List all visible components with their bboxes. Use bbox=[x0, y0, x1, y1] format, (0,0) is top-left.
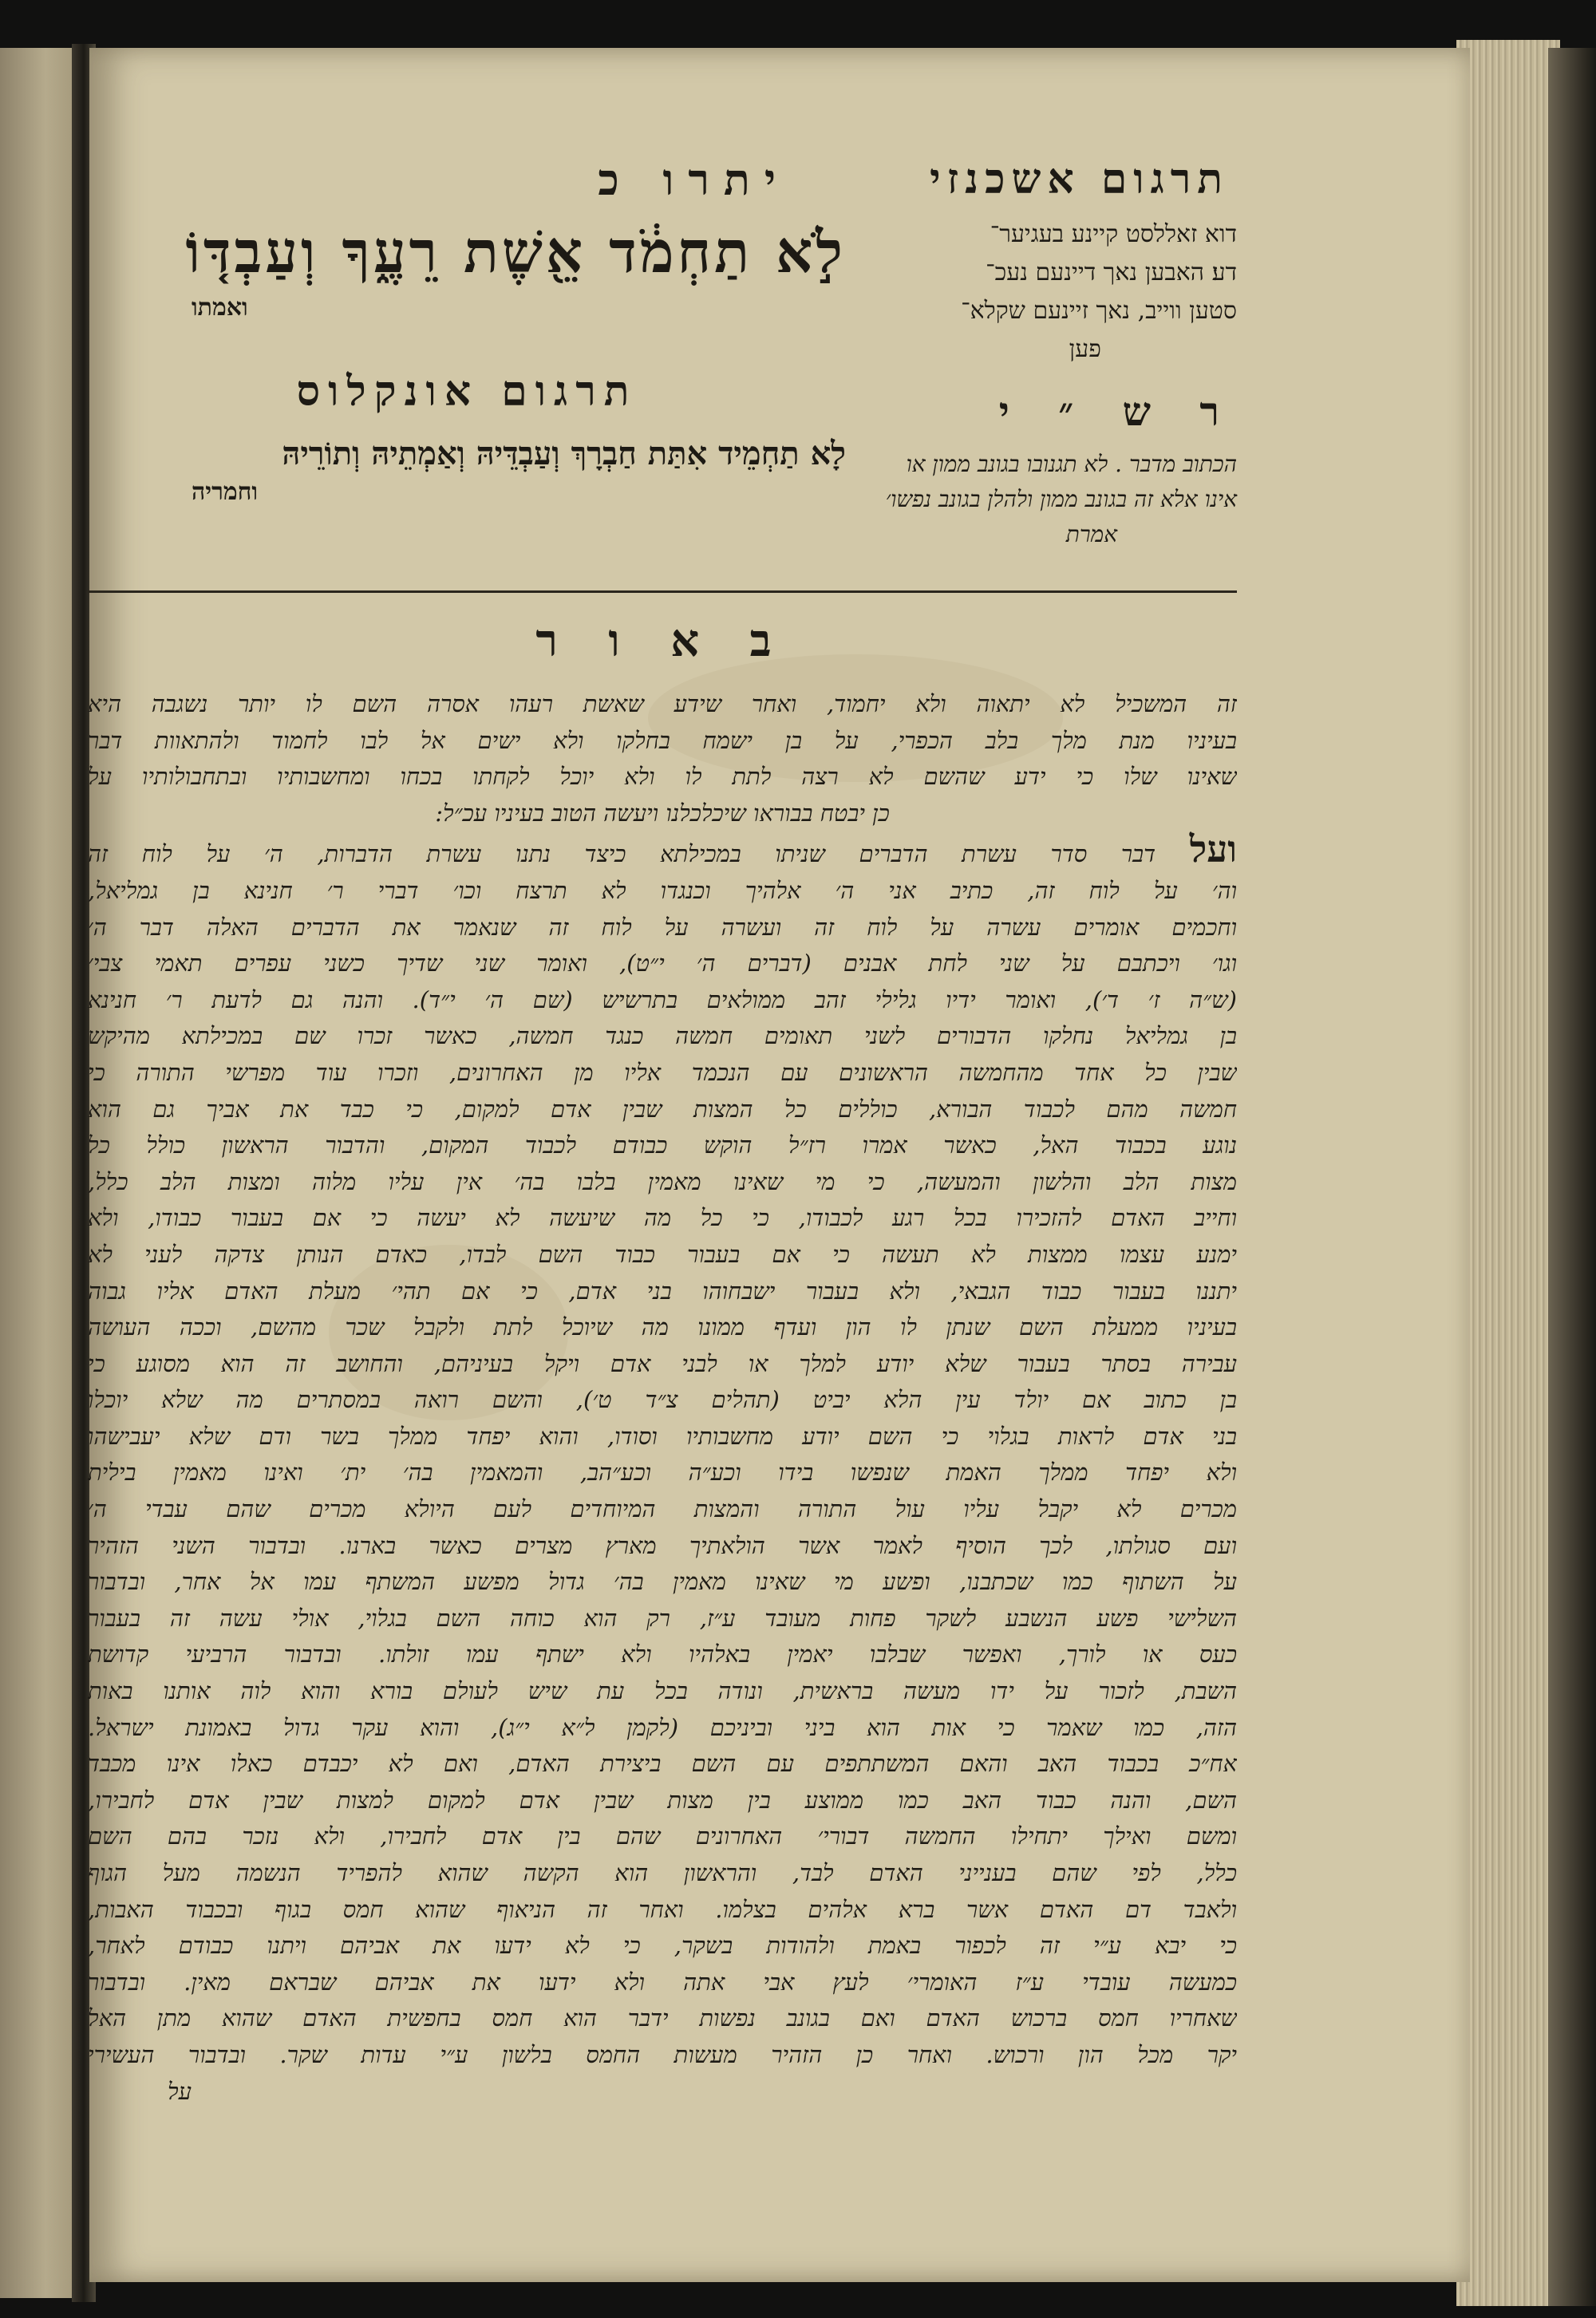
biur-line: הזה, כמו שאמר כי אות הוא ביני וביניכם (לקמן ל״א י״ג), והוא עקר גדול באמונת ישראל. bbox=[88, 1713, 1237, 1741]
yiddish-line: דע׃ האבען נאך דיינעם נעכ־ bbox=[986, 259, 1237, 286]
biur-line: כמעשה עובדי ע״ז האומרי׳ לעץ אבי אתה ולא ידעו את אביהם שבראם מאין. ובדבור bbox=[88, 1968, 1237, 1996]
biur-line-lead bbox=[88, 831, 1237, 873]
biur-title: ב א ו ר bbox=[535, 614, 789, 667]
yiddish-line: דוא זאללסט קיינע בעגיער־ bbox=[990, 220, 1237, 248]
biur-line: על השתוף כמו שכתבנו, ופשע מי שאינו מאמין בה׳ גדול מפשע המשתף עמו אל אחר, ובדבור bbox=[88, 1568, 1237, 1596]
onkelos-continuation: וחמריה bbox=[192, 478, 259, 506]
left-column bbox=[88, 152, 846, 507]
biur-line-text: דבר סדר עשרת הדברים שניתו במכילתא כיצד נתנו עשרת הדברות, ה׳ על לוח זה bbox=[88, 840, 1156, 868]
torah-verse: לֹ֣א תַחְמֹ֔ד אֵ֖שֶׁת רֵעֶ֑ךָ וְעַבְדּ֤וֹ bbox=[185, 218, 846, 286]
rashi-commentary bbox=[862, 447, 1237, 552]
biur-line: מכרים לא יקבל עליו עול התורה והמצות המיוחדים לעם היולא מכרים שהם עבדי ה׳ bbox=[88, 1495, 1237, 1523]
biur-line: כלל, לפי שהם בענייני האדם לבד, והראשון הוא הקשה שהוא להפריד הנשמה מעל הגוף bbox=[88, 1859, 1237, 1886]
biur-line: יתננו בעבור כבוד הגבאי, ולא בעבור ישבחוהו בני אדם, כי אם תהי׳ מעלת האדם אליו גבוה bbox=[88, 1277, 1237, 1305]
biur-commentary bbox=[88, 686, 1237, 2110]
biur-line: כי יבא ע״י זה לכפור באמת ולהודות בשקר, כי לא ידעו את אביהם ויתנו כבודם לאחר, bbox=[88, 1932, 1237, 1960]
header-divider-rule bbox=[88, 590, 1237, 593]
biur-line: ימנע עצמו ממצות לא תעשה כי אם בעבור כבוד השם לבדו, כאדם הנותן צדקה לעני לא bbox=[88, 1240, 1237, 1268]
verse-continuation: ואמתו bbox=[192, 294, 248, 322]
biur-line: עבירה בסתר בעבור שלא יודע למלך או לבני אדם ויקל בעיניהם, והחושב זה הוא מסוגע כי bbox=[88, 1349, 1237, 1377]
biur-line: יקר מכל הון ורכוש. ואחר כן הזהיר מעשות החמס בלשון ע״י עדות שקר. ובדבור העשירי bbox=[88, 2040, 1237, 2068]
biur-line: בן גמליאל נחלקו הדבורים לשני תאומים חמשה כנגד חמשה, כאשר זכרו שם במכילתא מהיקש bbox=[88, 1022, 1237, 1050]
biur-line: מצות הלב והלשון והמעשה, כי מי שאינו מאמין בלבו בה׳ אין עליו מלוה ומצות הלב כלל, bbox=[88, 1167, 1237, 1195]
biur-line: בן כתוב אם יולד עין הלא יביט (תהלים צ״ד ט׳), והשם רואה במסתרים מה שלא יוכלו bbox=[88, 1386, 1237, 1414]
rashi-line: אמרת bbox=[1065, 521, 1117, 547]
targum-ashkenazi-title: תרגום אשכנזי bbox=[930, 155, 1229, 203]
onkelos-title: תרגום אונקלוס bbox=[296, 367, 638, 416]
rashi-line: הכתוב מדבר . לא תגנובו בגונב ממון או bbox=[906, 451, 1237, 477]
parsha-chapter-label: יתרו כ bbox=[598, 154, 790, 205]
biur-line: (ש״ה ז׳ ד׳), ואומר ידיו גלילי זהב ממולאים בתרשיש (שם ה׳ י״ד). והנה גם לדעת ר׳ חנינא bbox=[88, 985, 1237, 1013]
biur-line: וחכמים אומרים עשרה על לוח זה ועשרה על לוח זה שנאמר את הדברים האלה דבר ה׳ bbox=[88, 913, 1237, 941]
biur-line: בני אדם לראות בגלוי כי השם יודע מחשבותיו וסודו, והוא יפחד ממלך בשר ודם שלא יעבישהו bbox=[88, 1422, 1237, 1450]
biur-line: וה׳ על לוח זה, כתיב אני ה׳ אלהיך וכנגדו לא תרצח וכו׳ דברי ר׳ חנינא בן גמליאל, bbox=[88, 876, 1237, 904]
onkelos-text: לָא תַחְמֵיד אִתַּת חַבְרָךְ וְעַבְדֵּיהּ וְאַמְתֵיהּ וְתוֹרֵיהּ bbox=[282, 435, 846, 472]
biur-line: שבין כל אחד מהחמשה הראשונים עם הנכמד אליו מן האחרונים, וזכרו עוד מפרשי התורה כי bbox=[88, 1058, 1237, 1086]
biur-line: בעיניו ממעלת השם שנתן לו הון ועדף ממונו מה שיוכל לתת ולקבל שכר מהשם, וככה העושה bbox=[88, 1313, 1237, 1341]
rashi-title: ר ש ״ י bbox=[998, 388, 1237, 435]
biur-line: וחייב האדם להזכירו בכל רגע לכבודו, כי כל מה שיעשה לא יעשה כי אם בעבור כבודו, ולא bbox=[88, 1204, 1237, 1232]
biur-line: שאינו שלו כי ידע שהשם לא רצה לתת לו ולא יוכל לקחתו בכחו ומחשבותיו ובתחבולותיו על bbox=[88, 763, 1237, 791]
left-page-edge bbox=[0, 48, 76, 2298]
rashi-line: אינו אלא זה בגונב ממון ולהלן בגונב נפשו׳ bbox=[885, 486, 1237, 512]
biur-line: זה המשכיל לא יתאוה ולא יחמוד, ואחר שידע שאשת רעהו אסרה השם לו יותר נשגבה היא bbox=[88, 690, 1237, 717]
yiddish-line: סטען ווייב, נאך זיינעם שקלא־ bbox=[961, 297, 1237, 325]
book-shadow bbox=[1548, 48, 1596, 2306]
biur-line: כן יבטח בבוראו שיכלכלנו ויעשה הטוב בעיניו עכ״ל: bbox=[435, 799, 890, 827]
lead-word: ועל bbox=[1189, 831, 1237, 871]
page-edges bbox=[1456, 40, 1560, 2306]
catchword: על bbox=[168, 2077, 192, 2105]
biur-line: ולא יפחד ממלך האמת שנפשו בידו וכע״ה וכע״הב, והמאמין בה׳ ית׳ ואינו מאמין בילית bbox=[88, 1459, 1237, 1487]
biur-line: נוגע בכבוד האל, כאשר אמרו רז״ל הוקש כבודם לכבוד המקום, והדבור הראשון כולל כל bbox=[88, 1131, 1237, 1159]
biur-line: ועם סגולתו, לכך הוסיף לאמר אשר הולאתיך מארץ מצרים כאשר בארנו. ובדבור השני הזהיר bbox=[88, 1531, 1237, 1559]
yiddish-translation bbox=[862, 215, 1237, 369]
biur-line: השבת, לזכור על ידו מעשה בראשית, ונודה בכל עת שיש לעולם בורא והוא לוה אותנו באות bbox=[88, 1677, 1237, 1705]
biur-line: ולאבד דם האדם אשר ברא אלהים בצלמו. ואחר זה הניאוף שהוא חמס בגוף ובכבוד האבות, bbox=[88, 1895, 1237, 1923]
right-column bbox=[862, 152, 1237, 552]
biur-line: וגו׳ ויכתבם על שני לחת אבנים (דברים ה׳ י״ט), ואומר שני שדיך כשני עפרים תאמי צבי׳ bbox=[88, 950, 1237, 977]
biur-line: השם, והנה כבוד האב כמו ממוצע בין מצות שבין אדם למקום למצות שבין אדם לחבירו, bbox=[88, 1786, 1237, 1814]
header-block bbox=[88, 152, 1237, 622]
biur-line: בעיניו מנת מלך בלב הכפרי, על בן ישמח בחלקו ולא ישים אל לבו לחמוד ולהתאוות דבר bbox=[88, 726, 1237, 754]
biur-line: ומשם ואילך יתחילו החמשה דבורי׳ האחרונים שהם בין אדם לחבירו, ולא נזכר בהם השם bbox=[88, 1822, 1237, 1850]
biur-line: שאחריו חמס ברכוש האדם ואם בגונב נפשות ידבר הוא חמס בחפשית האדם שהוא מתן האל bbox=[88, 2004, 1237, 2032]
yiddish-line: פען bbox=[1069, 335, 1101, 363]
biur-line: כעס או לורך, ואפשר שבלבו יאמין באלהיו ולא ישתף עמו זולתו. ובדבור הרביעי קדושת bbox=[88, 1641, 1237, 1668]
biur-line: השלישי פשע הנשבע לשקר פחות מעובד ע״ז, רק הוא כוחה השם בגלוי, אולי עשה זה בעבור bbox=[88, 1604, 1237, 1632]
biur-line: חמשה מהם לכבוד הבורא, כוללים כל המצות שבין אדם למקום, כי כבד את אביך גם הוא bbox=[88, 1095, 1237, 1123]
biur-line: אח״כ בכבוד האב והאם המשתתפים עם השם ביצירת האדם, ואם לא יכבדם כאלו אינו מכבד bbox=[88, 1750, 1237, 1778]
